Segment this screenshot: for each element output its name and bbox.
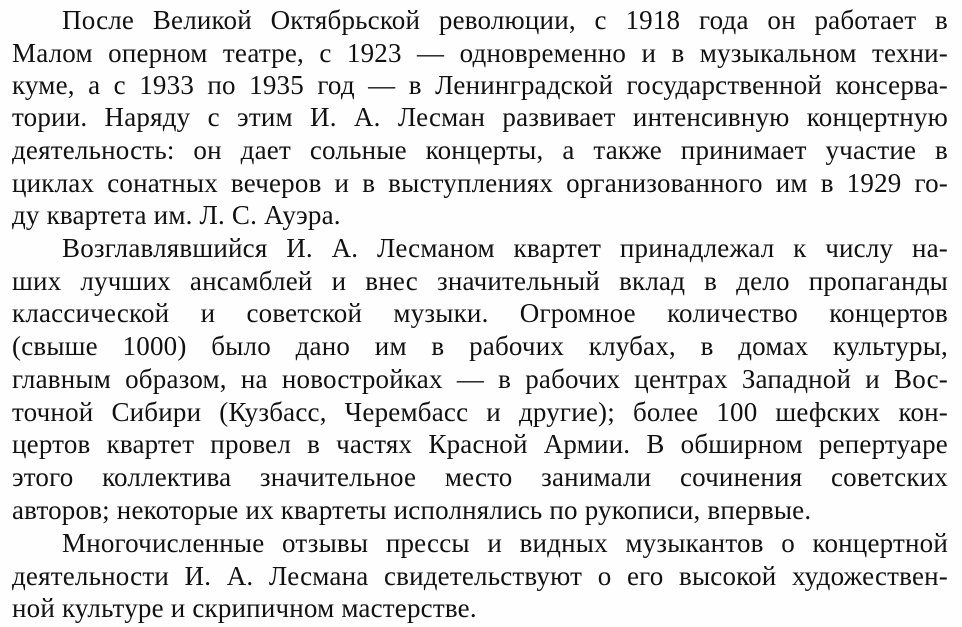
paragraph-1-line-7: ду квартета им. Л. С. Ауэра. <box>12 200 341 230</box>
paragraph-2-line-4: (свыше 1000) было дано им в рабочих клубах, в домах культуры, <box>12 331 948 361</box>
paragraph-1-line-3: куме, а с 1933 по 1935 год — в Ленинградской государственной консерва- <box>12 70 948 100</box>
paragraph-2-line-9: авторов; некоторые их квартеты исполнялись по рукописи, впервые. <box>12 495 812 525</box>
paragraph-2-line-8: этого коллектива значительное место занимали сочинения советских <box>12 462 948 492</box>
paragraph-1-line-6: циклах сонатных вечеров и в выступлениях организованного им в 1929 го- <box>12 168 948 198</box>
paragraph-2-line-7: цертов квартет провел в частях Красной Армии. В обширном репертуаре <box>12 429 948 459</box>
paragraph-2-line-6: точной Сибири (Кузбасс, Черембасс и другие); более 100 шефских кон- <box>12 397 948 427</box>
paragraph-2-line-1: Возглавлявшийся И. А. Лесманом квартет принадлежал к числу на- <box>62 233 948 263</box>
paragraph-1-line-1: После Великой Октябрьской революции, с 1918 года он работает в <box>62 5 948 35</box>
paragraph-3-line-2: деятельности И. А. Лесмана свидетельствуют о его высокой художествен- <box>12 561 948 591</box>
paragraph-1-line-2: Малом оперном театре, с 1923 — одновременно и в музыкальном техни- <box>12 38 948 68</box>
paragraph-3-line-1: Многочисленные отзывы прессы и видных музыкантов о концертной <box>62 528 948 558</box>
paragraph-1-line-4: тории. Наряду с этим И. А. Лесман развивает интенсивную концертную <box>12 102 948 132</box>
paragraph-2-line-2: ших лучших ансамблей и внес значительный вклад в дело пропаганды <box>12 266 948 296</box>
paragraph-2-line-5: главным образом, на новостройках — в рабочих центрах Западной и Вос- <box>12 364 948 394</box>
paragraph-2-line-3: классической и советской музыки. Огромное количество концертов <box>12 298 948 328</box>
paragraph-1-line-5: деятельность: он дает сольные концерты, а также принимает участие в <box>12 135 948 165</box>
paragraph-3-line-3: ной культуре и скрипичном мастерстве. <box>12 593 477 623</box>
